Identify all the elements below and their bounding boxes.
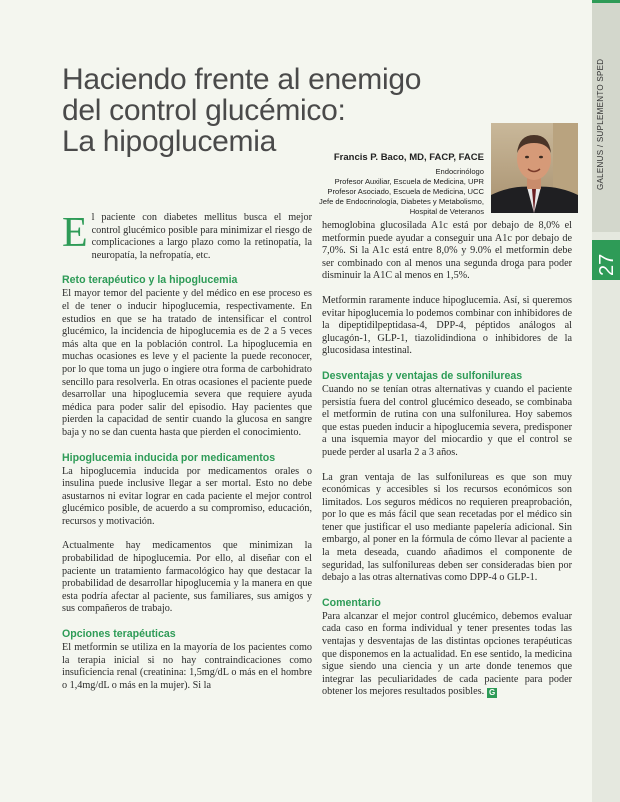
article-column-1 bbox=[62, 212, 312, 704]
paragraph: El mayor temor del paciente y del médico en ese proceso es el de tener o inducir hipoglucemia, respectivamente. En estudios en que se ha tratado de intensificar el control glucémico, la incidencia de hipoglucemia es de 2 a 5 veces más alta que en la población control. La hipoglucemia en muchas ocasiones es leve y el paciente la puede reconocer, por lo que toma un jugo o ingiere otra forma de carbohidrato sencillo para resolverla. En otras ocasiones el paciente puede desarrollar una hipoglucemia severa que requiere ayuda médica para poder salir del episodio. Hay pacientes que pierden la capacidad de sentir cuando la glucosa en sangre baja y no se dan cuenta hasta que pierden el conocimiento. bbox=[62, 288, 312, 438]
paragraph: El metformin se utiliza en la mayoría de los pacientes como la terapia inicial si no hay contraindicaciones como insuficiencia renal (creatinina: 1,5mg/dL o más en el hombre o 1,4mg/dL o más en la mujer). Si la bbox=[62, 642, 312, 691]
author-line: Jefe de Endocrinología, Diabetes y Metabolismo, bbox=[318, 197, 484, 207]
section-heading: Desventajas y ventajas de sulfonilureas bbox=[322, 369, 523, 382]
title-line-3: La hipoglucemia bbox=[62, 125, 276, 158]
paragraph: Actualmente hay medicamentos que minimizan la probabilidad de hipoglucemia. Por ello, al diseñar con el paciente un tratamiento farmacológico hay que destacar la probabilidad de desarrollar hipoglucemia y la manera en que esta podría afectar al paciente, sus familiares, sus amigos y sus compañeros de trabajo. bbox=[62, 540, 312, 615]
paragraph: Cuando no se tenían otras alternativas y cuando el paciente persistía fuera del control glucémico deseado, se combinaba el metformin de rutina con una sulfonilurea. Hoy sabemos que estas pueden inducir a hipoglucemia severa, predisponer a una isquemia mayor del miocardio y que el control se puede perder al usarla 2 a 3 años. bbox=[322, 383, 572, 458]
paragraph: La gran ventaja de las sulfonilureas es que son muy económicas y accesibles si los recursos económicos son limitados. Los seguros médicos no requieren preaprobación, por lo que es más fácil que sean recetadas por el médico sin tener que justificar el uso mediante papelería adicional. Sin embargo, al poner en la fórmula de cómo llevar al paciente a la meta deseada, cuando añadimos el componente de seguridad, las sulfonilureas deben ser consideradas bien por debajo a las otras alternativas como DPP-4 o GLP-1. bbox=[322, 471, 572, 584]
paragraph: La hipoglucemia inducida por medicamentos orales o insulina puede inclusive llegar a ser mortal. Esto no debe asustarnos ni evitar lograr en cada paciente el mejor control glucémico posible, de acuerdo a su compromiso, educación, recursos y motivación. bbox=[62, 465, 312, 527]
section-heading: Hipoglucemia inducida por medicamentos bbox=[62, 451, 276, 464]
page-number bbox=[596, 253, 618, 277]
author-line: Profesor Auxiliar, Escuela de Medicina, UPR bbox=[334, 177, 484, 187]
section-heading: Reto terapéutico y la hipoglucemia bbox=[62, 274, 238, 287]
section-heading: Comentario bbox=[322, 596, 381, 609]
author-line: Hospital de Veteranos bbox=[409, 207, 484, 217]
article-title bbox=[62, 63, 422, 158]
author-photo bbox=[491, 123, 578, 213]
section-heading: Opciones terapéuticas bbox=[62, 628, 176, 641]
paragraph: Metformin raramente induce hipoglucemia. Así, si queremos evitar hipoglucemia lo podemos combinar con inhibidores de la dipeptidilpeptidasa-4, DPP-4, péptidos análogos al glucagón-1, GLP-1, tiazolidindiona o inhibidores de la glucosidasa intestinal. bbox=[322, 294, 572, 357]
title-line-2: del control glucémico: bbox=[62, 94, 346, 127]
sidebar-rule bbox=[592, 0, 620, 3]
paragraph: hemoglobina glucosilada A1c está por debajo de 8,0% el metformin puede ayudar a conseguir una A1c por debajo de 7,0%. Si la A1c está entre 8,0% y 9.0% el metformin debe ser combinado con al menos una segunda droga para poder disminuir la A1C al menos en 1,5%. bbox=[322, 220, 572, 282]
intro-text: l paciente con diabetes mellitus busca el mejor control glucémico posible para minimizar el riesgo de complicaciones a largo plazo como la retinopatía, la neuropatía, la nefropatía, etc. bbox=[91, 212, 312, 261]
article-column-2 bbox=[322, 220, 572, 711]
page-sidebar bbox=[592, 0, 620, 802]
article-intro bbox=[62, 212, 312, 262]
author-line: Endocrinólogo bbox=[435, 167, 484, 176]
author-line: Profesor Asociado, Escuela de Medicina, UCC bbox=[327, 187, 484, 197]
closing-text: Para alcanzar el mejor control glucémico, debemos evaluar cada caso en forma individual y tener presentes todas las ventajas y desventajas de las distintas opciones terapéuticas que disponemos en la actualidad. En ese sentido, la medicina sigue siendo una ciencia y un arte donde tenemos que integrar las peculiaridades de cada paciente para poder obtener los mejores resultados posibles. bbox=[322, 610, 572, 698]
title-line-1: Haciendo frente al enemigo bbox=[62, 63, 422, 96]
author-affiliations bbox=[300, 167, 484, 217]
author-name: Francis P. Baco, MD, FACP, FACE bbox=[333, 152, 484, 163]
drop-cap: E bbox=[62, 210, 88, 256]
page-number-text: 27 bbox=[596, 253, 618, 276]
end-mark-icon: G bbox=[489, 688, 496, 698]
paragraph bbox=[322, 611, 572, 699]
publication-label bbox=[596, 58, 616, 191]
publication-label-text: GALENUS / SUPLEMENTO SPED bbox=[596, 58, 605, 190]
